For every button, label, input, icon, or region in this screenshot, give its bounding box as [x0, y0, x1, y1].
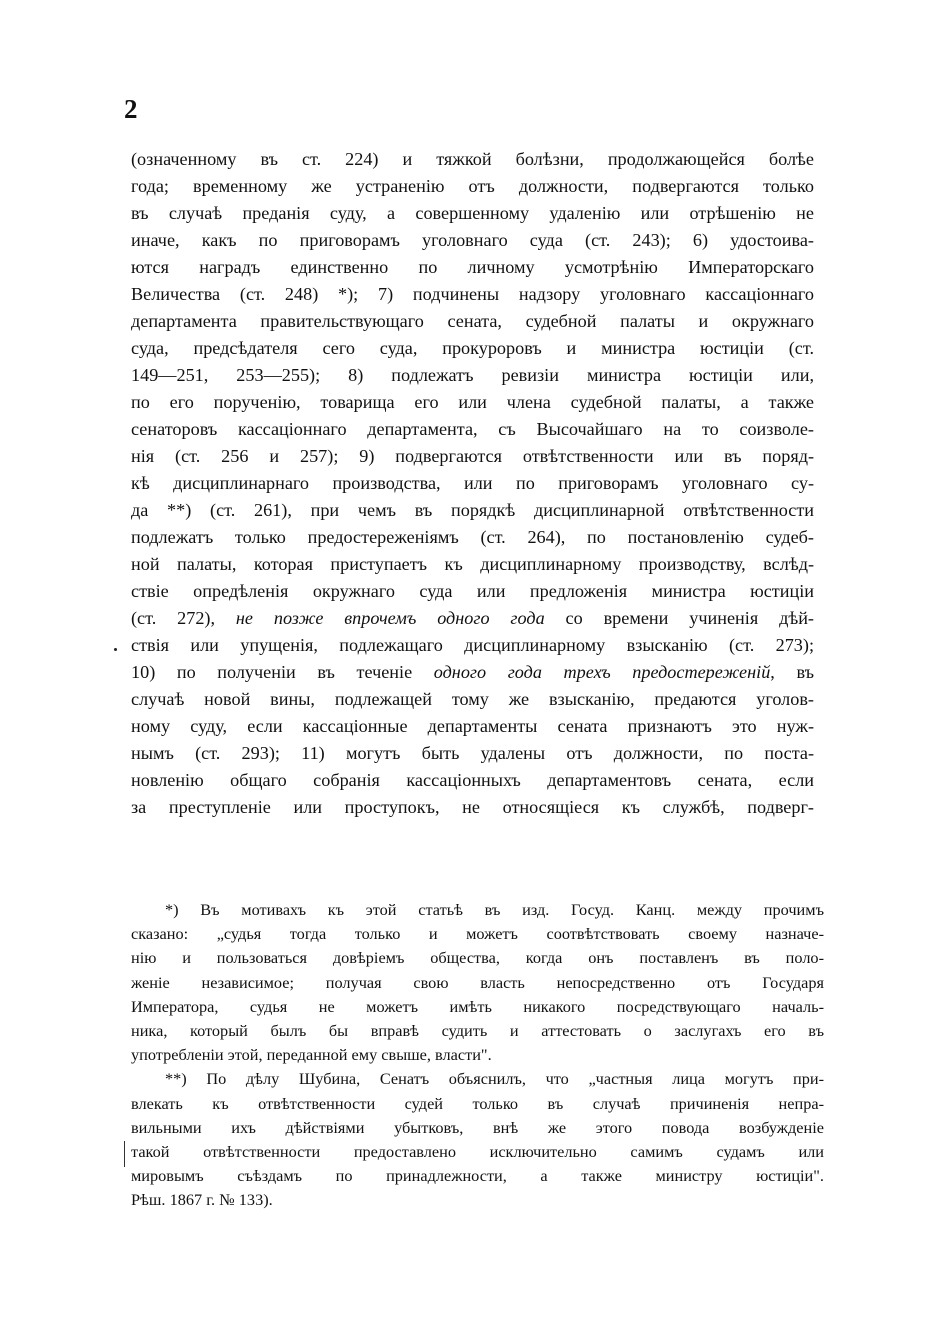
text-line: за преступленіе или проступокъ, не относящіеся къ службѣ, подверг- — [131, 797, 814, 817]
text-line: ствіе опредѣленія окружнаго суда или предложенія министра юстиціи — [131, 581, 814, 601]
margin-mark — [114, 648, 117, 651]
footnote-line: вильными ихъ дѣйствіями убытковъ, внѣ же этого повода возбужденіе — [131, 1117, 824, 1137]
text-line: суда, предсѣдателя сего суда, прокуроровъ и министра юстиціи (ст. — [131, 338, 814, 358]
footnote-line: влекать къ отвѣтственности судей только въ случаѣ причиненія непра- — [131, 1093, 824, 1113]
footnote-line: Императора, судья не можетъ имѣть никакого посредствующаго началь- — [131, 996, 824, 1016]
footnote-line: женіе независимое; получая свою власть непосредственно отъ Государя — [131, 972, 824, 992]
footnote-line: мировымъ съѣздамъ по принадлежности, а также министру юстиціи". — [131, 1166, 824, 1186]
text-line: иначе, какъ по приговорамъ уголовнаго суда (ст. 243); 6) удостоива- — [131, 230, 814, 250]
text-line: нія (ст. 256 и 257); 9) подвергаются отвѣтственности или въ поряд- — [131, 446, 814, 466]
footnote-line: употребленіи этой, переданной ему свыше, власти". — [131, 1045, 492, 1065]
text-line: подлежатъ только предостереженіямъ (ст. 264), по постановленію судеб- — [131, 527, 814, 547]
text-segment: , въ — [770, 662, 814, 682]
text-line: ной палаты, которая приступаетъ къ дисциплинарному производству, вслѣд- — [131, 554, 814, 574]
main-text-block — [131, 146, 814, 821]
italic-phrase: не позже впрочемъ одного года — [235, 608, 545, 628]
text-segment: (ст. 272), — [131, 608, 236, 628]
text-line: въ случаѣ преданія суду, а совершенному удаленію или отрѣшенію не — [131, 203, 814, 223]
footnote-1 — [131, 898, 824, 1067]
footnote-line: *) Въ мотивахъ къ этой статьѣ въ изд. Госуд. Канц. между прочимъ — [165, 900, 824, 919]
text-line: сенаторовъ кассаціоннаго департамента, съ Высочайшаго на то соизволе- — [131, 419, 814, 439]
text-line: кѣ дисциплинарнаго производства, или по приговорамъ уголовнаго су- — [131, 473, 814, 493]
footnote-line: Рѣш. 1867 г. № 133). — [131, 1190, 273, 1210]
text-line-with-italic — [131, 605, 814, 632]
text-line: ствія или упущенія, подлежащаго дисциплинарному взысканію (ст. 273); — [131, 635, 814, 655]
text-line: ются наградъ единственно по личному усмотрѣнію Императорскаго — [131, 257, 814, 277]
footnote-line: ника, который былъ бы вправѣ судить и аттестовать о заслугахъ его въ — [131, 1020, 824, 1040]
text-line-with-italic — [131, 659, 814, 686]
text-segment: 10) по полученіи въ теченіе — [131, 662, 434, 682]
text-line: по его порученію, товарища его или члена судебной палаты, а также — [131, 392, 814, 412]
footnotes-block — [131, 898, 824, 1212]
text-line: (означенному въ ст. 224) и тяжкой болѣзни, продолжающейся болѣе — [131, 149, 814, 169]
footnote-2 — [131, 1067, 824, 1212]
footnote-line: сказано: „судья тогда только и можетъ соотвѣтствовать своему назначе- — [131, 924, 824, 944]
footnote-line: такой отвѣтственности предоставлено исключительно самимъ судамъ или — [131, 1141, 824, 1161]
text-line: да **) (ст. 261), при чемъ въ порядкѣ дисциплинарной отвѣтственности — [131, 500, 814, 520]
page-number: 2 — [124, 94, 138, 124]
text-line: департамента правительствующаго сената, судебной палаты и окружнаго — [131, 311, 814, 331]
footnote-line: **) По дѣлу Шубина, Сенатъ объяснилъ, что „частныя лица могутъ при- — [165, 1069, 824, 1089]
text-line: случаѣ новой вины, подлежащей тому же взысканію, предаются уголов- — [131, 689, 814, 709]
text-segment: со времени учиненія дѣй- — [544, 608, 814, 628]
text-line: ному суду, если кассаціонные департаменты сената признаютъ это нуж- — [131, 716, 814, 736]
text-line: Величества (ст. 248) *); 7) подчинены надзору уголовнаго кассаціоннаго — [131, 284, 814, 304]
italic-phrase: одного года трехъ предостереженій — [433, 662, 771, 682]
text-line: новленію общаго собранія кассаціонныхъ департаментовъ сената, если — [131, 770, 814, 790]
text-line: 149—251, 253—255); 8) подлежатъ ревизіи министра юстиціи или, — [131, 365, 814, 385]
text-line: нымъ (ст. 293); 11) могутъ быть удалены отъ должности, по поста- — [131, 743, 814, 763]
margin-mark — [124, 1141, 125, 1167]
text-line: года; временному же устраненію отъ должности, подвергаются только — [131, 176, 814, 196]
footnote-line: нію и пользоваться довѣріемъ общества, когда онъ поставленъ въ поло- — [131, 948, 824, 968]
